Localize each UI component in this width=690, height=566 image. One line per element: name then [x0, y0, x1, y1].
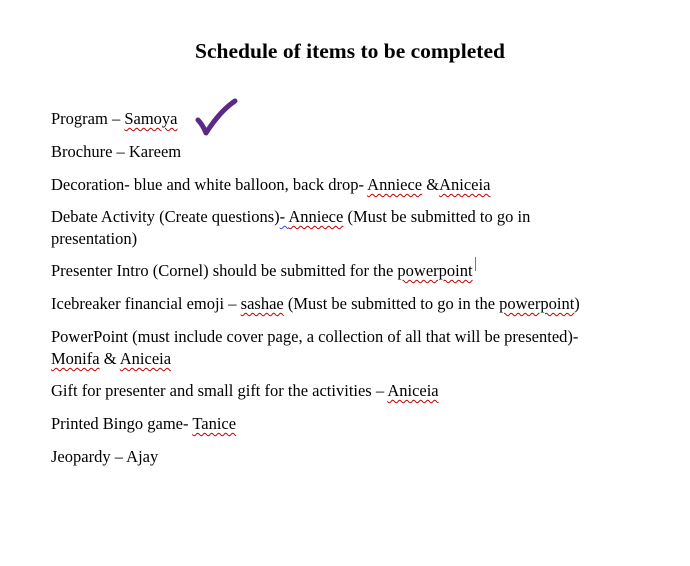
checkmark-icon: [195, 98, 239, 136]
assignee-name: Anniece: [288, 207, 344, 226]
list-item-decoration: Decoration- blue and white balloon, back drop- Anniece &Aniceia: [51, 175, 491, 194]
list-item-powerpoint-continued: Monifa & Aniceia: [51, 349, 172, 368]
misspelled-word: powerpoint: [499, 294, 575, 313]
document-title: Schedule of items to be completed: [195, 39, 505, 63]
list-item-presenter-intro: Presenter Intro (Cornel) should be submitted for the powerpoint: [51, 261, 473, 280]
text-cursor: [475, 257, 476, 271]
list-item-bingo: Printed Bingo game- Tanice: [51, 414, 237, 433]
list-item-brochure: Brochure – Kareem: [51, 142, 182, 161]
misspelled-word: powerpoint: [397, 261, 473, 280]
list-item-debate-activity-continued: presentation): [51, 229, 138, 248]
list-item-powerpoint: PowerPoint (must include cover page, a collection of all that will be presented)-: [51, 327, 579, 346]
assignee-name: Tanice: [192, 414, 237, 433]
assignee-name: Aniceia: [439, 175, 491, 194]
assignee-name: Aniceia: [119, 349, 172, 368]
grammar-mark: -: [279, 207, 289, 226]
assignee-name: sashae: [240, 294, 284, 313]
assignee-name: Monifa: [51, 349, 100, 368]
assignee-name: Samoya: [124, 109, 178, 128]
list-item-debate-activity: Debate Activity (Create questions)- Anniece (Must be submitted to go in: [51, 207, 531, 226]
list-item-jeopardy: Jeopardy – Ajay: [51, 447, 159, 466]
list-item-program: Program – Samoya: [51, 109, 178, 128]
list-item-gift: Gift for presenter and small gift for the activities – Aniceia: [51, 381, 439, 400]
assignee-name: Anniece: [367, 175, 423, 194]
list-item-icebreaker: Icebreaker financial emoji – sashae (Must be submitted to go in the powerpoint): [51, 294, 580, 313]
assignee-name: Aniceia: [387, 381, 439, 400]
